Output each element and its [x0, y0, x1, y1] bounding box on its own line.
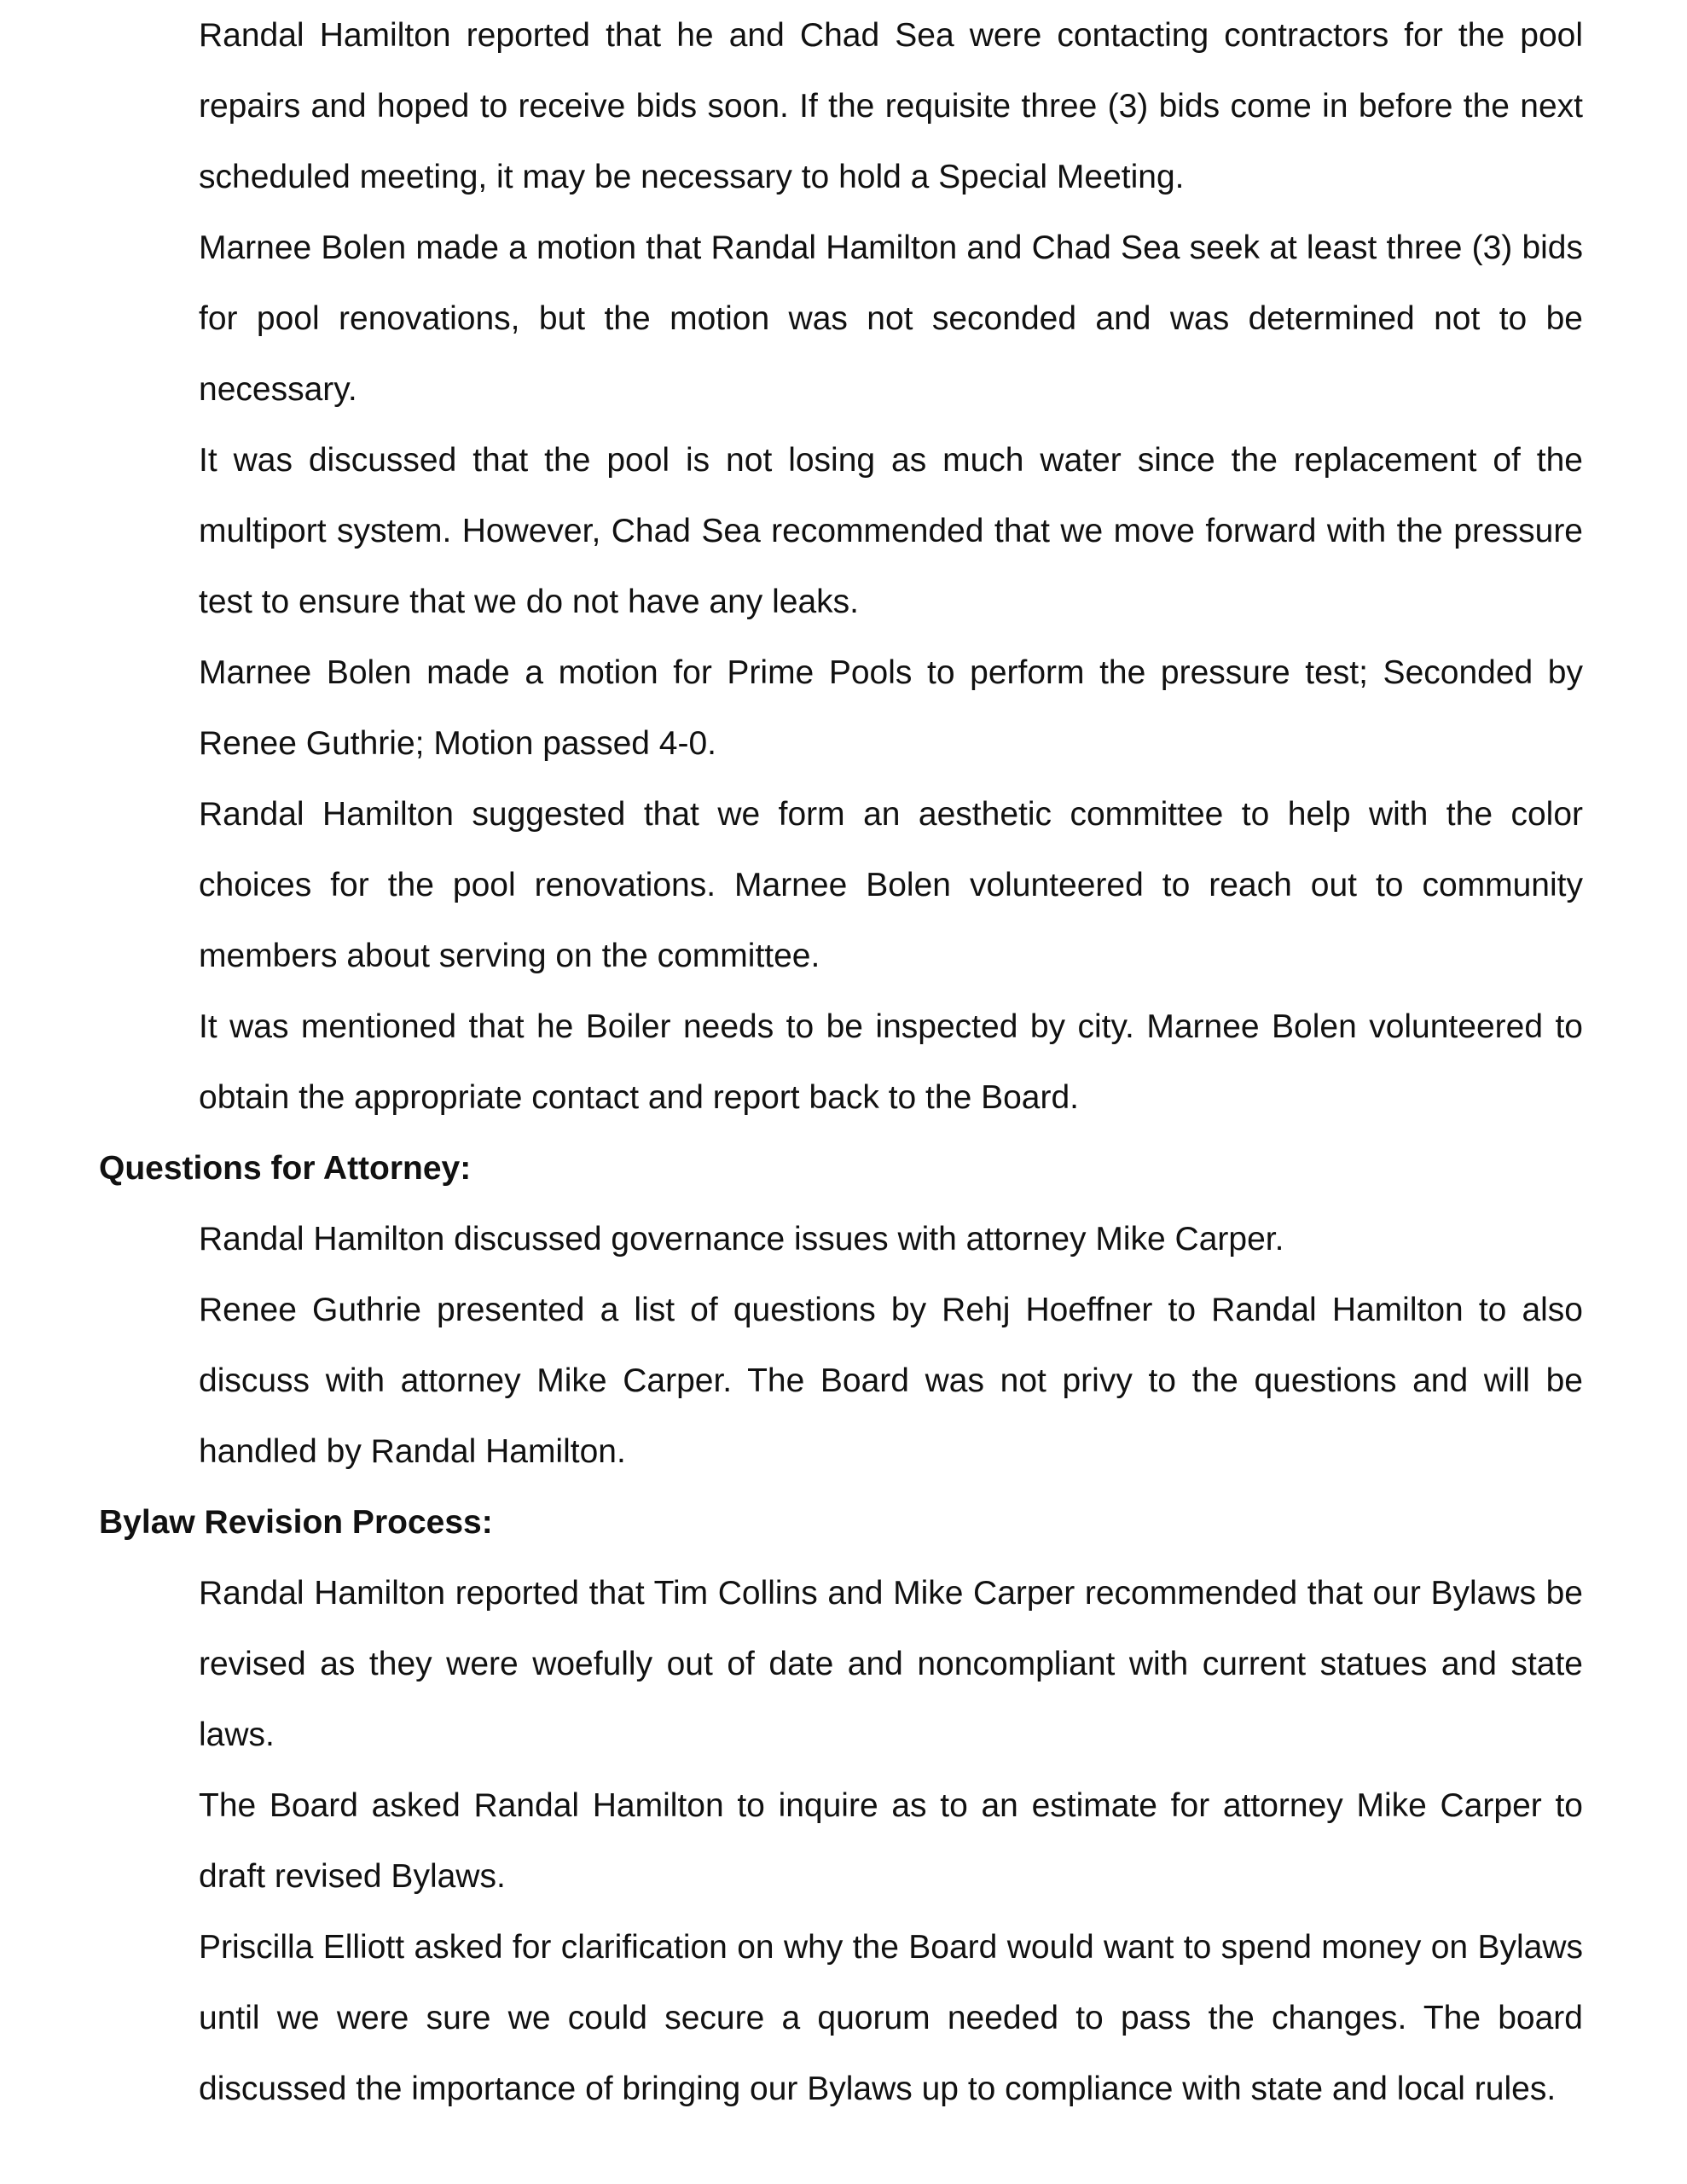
attorney-paragraph-governance: Randal Hamilton discussed governance issues with attorney Mike Carper.: [199, 1221, 1284, 1258]
bylaw-section: [99, 1487, 1583, 2124]
pool-paragraph-pressure-test: It was discussed that the pool is not losing as much water since the replacement of the multiport system. However, Chad Sea recommended that we move forward with the pressure test to ensure that we do not have any leaks.: [199, 442, 1583, 620]
pool-paragraph-contractors: Randal Hamilton reported that he and Chad Sea were contacting contractors for the pool repairs and hoped to receive bids soon. If the requisite three (3) bids come in before the next scheduled meeting, it may be necessary to hold a Special Meeting.: [199, 17, 1583, 195]
pool-section: [99, 0, 1583, 1133]
pool-paragraph-aesthetic-committee: Randal Hamilton suggested that we form an aesthetic committee to help with the color choices for the pool renovations. Marnee Bolen volunteered to reach out to community members about serving on the committee.: [199, 796, 1583, 974]
minutes-content: [99, 0, 1583, 2124]
pool-paragraph-prime-pools-motion: Marnee Bolen made a motion for Prime Pools to perform the pressure test; Seconded by Renee Guthrie; Motion passed 4-0.: [199, 654, 1583, 762]
attorney-paragraph-questions: Renee Guthrie presented a list of questions by Rehj Hoeffner to Randal Hamilton to also discuss with attorney Mike Carper. The Board was not privy to the questions and will be handled by Randal Hamilton.: [199, 1292, 1583, 1470]
pool-paragraph-bids-motion: Marnee Bolen made a motion that Randal Hamilton and Chad Sea seek at least three (3) bids for pool renovations, but the motion was not seconded and was determined not to be necessary.: [199, 229, 1583, 408]
attorney-section: [99, 1133, 1583, 1487]
attorney-section-heading: Questions for Attorney:: [99, 1150, 472, 1187]
bylaw-paragraph-clarification: Priscilla Elliott asked for clarification on why the Board would want to spend money on Bylaws until we were sure we could secure a quorum needed to pass the changes. The board discussed the importance of bringing our Bylaws up to compliance with state and local rules.: [199, 1929, 1583, 2107]
bylaw-paragraph-recommendation: Randal Hamilton reported that Tim Collins and Mike Carper recommended that our Bylaws be revised as they were woefully out of date and noncompliant with current statues and state laws.: [199, 1575, 1583, 1753]
bylaw-section-heading: Bylaw Revision Process:: [99, 1504, 493, 1541]
bylaw-paragraph-estimate: The Board asked Randal Hamilton to inquire as to an estimate for attorney Mike Carper to draft revised Bylaws.: [199, 1787, 1583, 1895]
pool-paragraph-boiler: It was mentioned that he Boiler needs to be inspected by city. Marnee Bolen volunteered to obtain the appropriate contact and report back to the Board.: [199, 1008, 1583, 1116]
